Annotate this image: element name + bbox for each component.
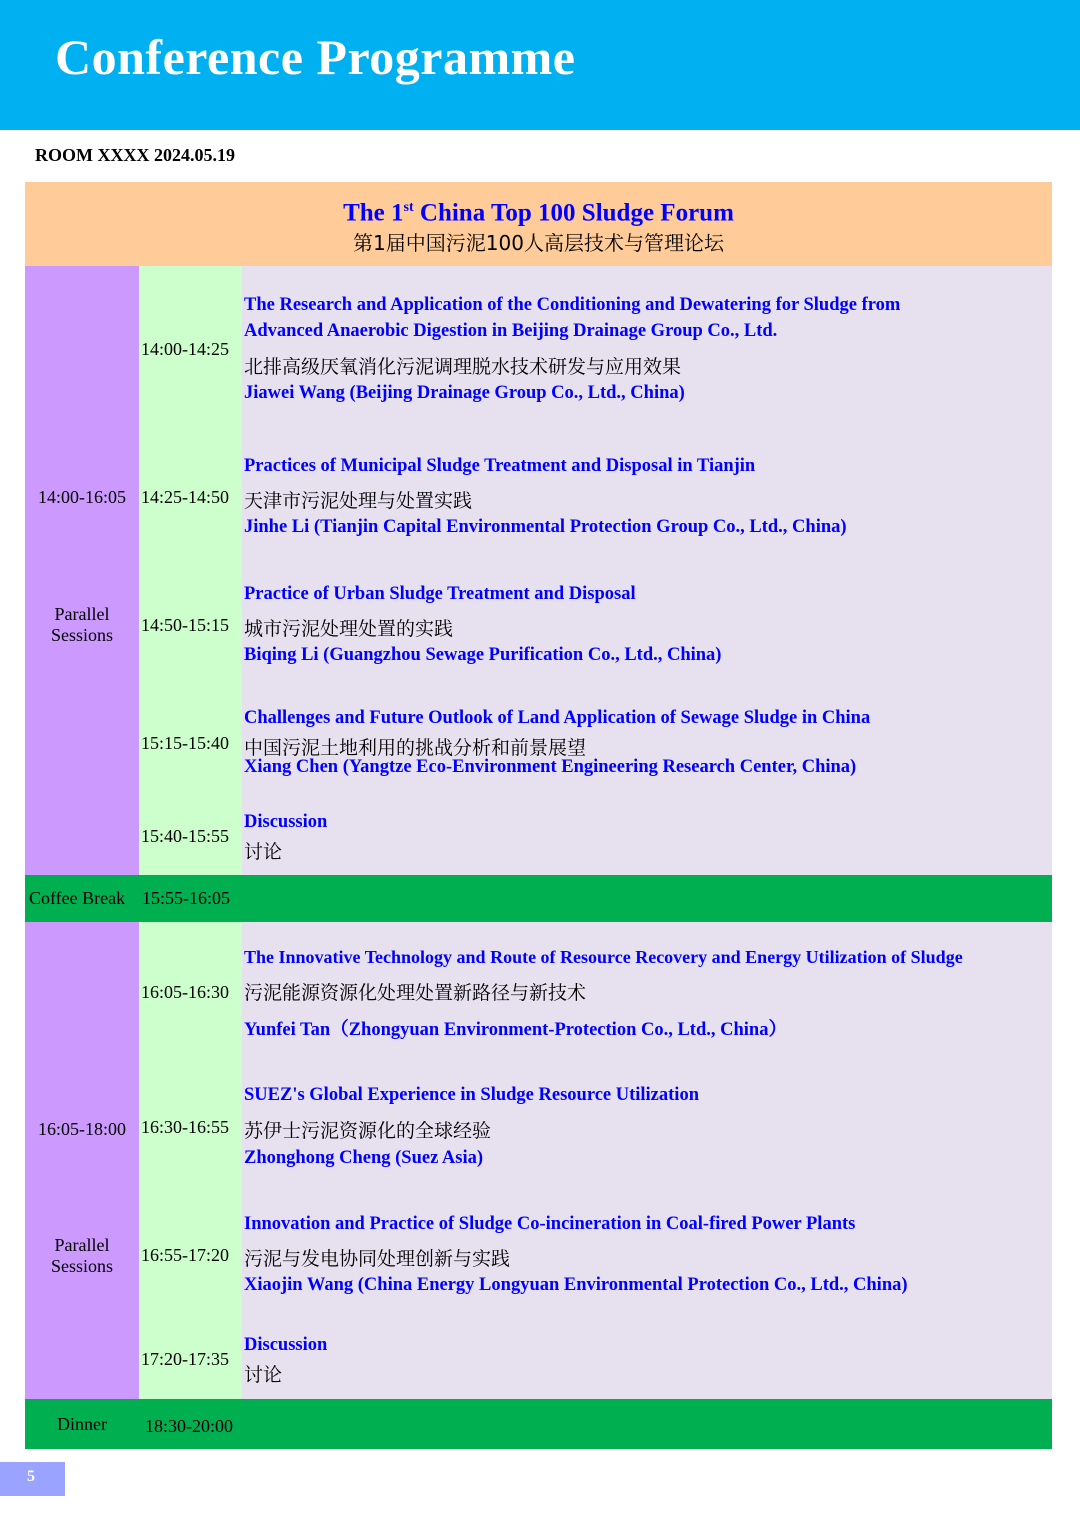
talk-title-cn: 污泥与发电协同处理创新与实践 xyxy=(244,1248,511,1270)
discussion-title-cn: 讨论 xyxy=(244,1364,283,1386)
session1-label xyxy=(25,604,139,646)
talk-title: The Research and Application of the Conditioning and Dewatering for Sludge from xyxy=(244,295,901,315)
session1-label-line1: Parallel xyxy=(54,604,110,624)
talk-time: 17:20-17:35 xyxy=(141,1349,229,1369)
session1-time: 14:00-16:05 xyxy=(38,487,126,507)
dinner-label: Dinner xyxy=(57,1414,107,1434)
forum-title-ordinal: st xyxy=(403,200,414,215)
talk-title-cn: 城市污泥处理处置的实践 xyxy=(244,618,454,640)
talk-speaker: Biqing Li (Guangzhou Sewage Purification Co., Ltd., China) xyxy=(244,645,722,665)
talk-title: SUEZ's Global Experience in Sludge Resource Utilization xyxy=(244,1085,699,1105)
talk-title-cn: 北排高级厌氧消化污泥调理脱水技术研发与应用效果 xyxy=(244,356,682,378)
talk-time: 15:40-15:55 xyxy=(141,826,229,846)
talk-time: 16:55-17:20 xyxy=(141,1245,229,1265)
discussion-title: Discussion xyxy=(244,1335,328,1355)
talk-title-cn: 苏伊士污泥资源化的全球经验 xyxy=(244,1120,492,1142)
talk-title-continued: Advanced Anaerobic Digestion in Beijing Drainage Group Co., Ltd. xyxy=(244,321,778,341)
page-number-tab xyxy=(0,1462,65,1496)
forum-title xyxy=(25,193,1052,228)
forum-header xyxy=(25,182,1052,266)
discussion-title-cn: 讨论 xyxy=(244,841,283,863)
talk-time: 14:50-15:15 xyxy=(141,615,229,635)
talk-title-cn: 天津市污泥处理与处置实践 xyxy=(244,490,473,512)
session1-label-column xyxy=(25,266,139,875)
session2-time: 16:05-18:00 xyxy=(38,1119,126,1139)
talk-title: The Innovative Technology and Route of Resource Recovery and Energy Utilization of Sludge xyxy=(244,947,963,967)
talk-speaker: Xiang Chen (Yangtze Eco-Environment Engineering Research Center, China) xyxy=(244,757,857,777)
page-number: 5 xyxy=(27,1468,35,1485)
session2-label xyxy=(25,1235,139,1277)
session2-label-line2: Sessions xyxy=(50,1256,113,1276)
talk-speaker: Yunfei Tan（Zhongyuan Environment-Protection Co., Ltd., China） xyxy=(244,1020,787,1040)
room-date-line: ROOM XXXX 2024.05.19 xyxy=(35,145,235,165)
session2-label-line1: Parallel xyxy=(54,1235,110,1255)
page-title: Conference Programme xyxy=(55,29,576,85)
forum-title-prefix: The 1 xyxy=(343,199,404,227)
header-band xyxy=(0,0,1080,130)
forum-title-suffix: China Top 100 Sludge Forum xyxy=(413,199,734,227)
coffee-break-time: 15:55-16:05 xyxy=(142,888,230,908)
talk-time: 14:25-14:50 xyxy=(141,487,229,507)
talk-speaker: Jinhe Li (Tianjin Capital Environmental Protection Group Co., Ltd., China) xyxy=(244,517,847,537)
talk-title: Challenges and Future Outlook of Land Application of Sewage Sludge in China xyxy=(244,708,871,728)
session1-label-line2: Sessions xyxy=(50,625,113,645)
talk-title: Innovation and Practice of Sludge Co-incineration in Coal-fired Power Plants xyxy=(244,1214,856,1234)
talk-title: Practices of Municipal Sludge Treatment and Disposal in Tianjin xyxy=(244,456,756,476)
discussion-title: Discussion xyxy=(244,812,328,832)
talk-time: 16:05-16:30 xyxy=(141,982,229,1002)
talk-time: 14:00-14:25 xyxy=(141,339,229,359)
talk-time: 15:15-15:40 xyxy=(141,733,229,753)
talk-title-cn: 中国污泥土地利用的挑战分析和前景展望 xyxy=(244,737,587,759)
talk-title: Practice of Urban Sludge Treatment and Disposal xyxy=(244,584,636,604)
coffee-break-label: Coffee Break xyxy=(29,888,126,908)
talk-time: 16:30-16:55 xyxy=(141,1117,229,1137)
session2-label-column xyxy=(25,922,139,1399)
talk-speaker: Zhonghong Cheng (Suez Asia) xyxy=(244,1148,484,1168)
forum-title-cn: 第1届中国污泥100人高层技术与管理论坛 xyxy=(353,231,724,256)
talk-speaker: Xiaojin Wang (China Energy Longyuan Environmental Protection Co., Ltd., China) xyxy=(244,1275,908,1295)
dinner-time: 18:30-20:00 xyxy=(145,1416,233,1436)
talk-title-cn: 污泥能源资源化处理处置新路径与新技术 xyxy=(244,982,587,1004)
talk-speaker: Jiawei Wang (Beijing Drainage Group Co., Ltd., China) xyxy=(244,383,685,403)
